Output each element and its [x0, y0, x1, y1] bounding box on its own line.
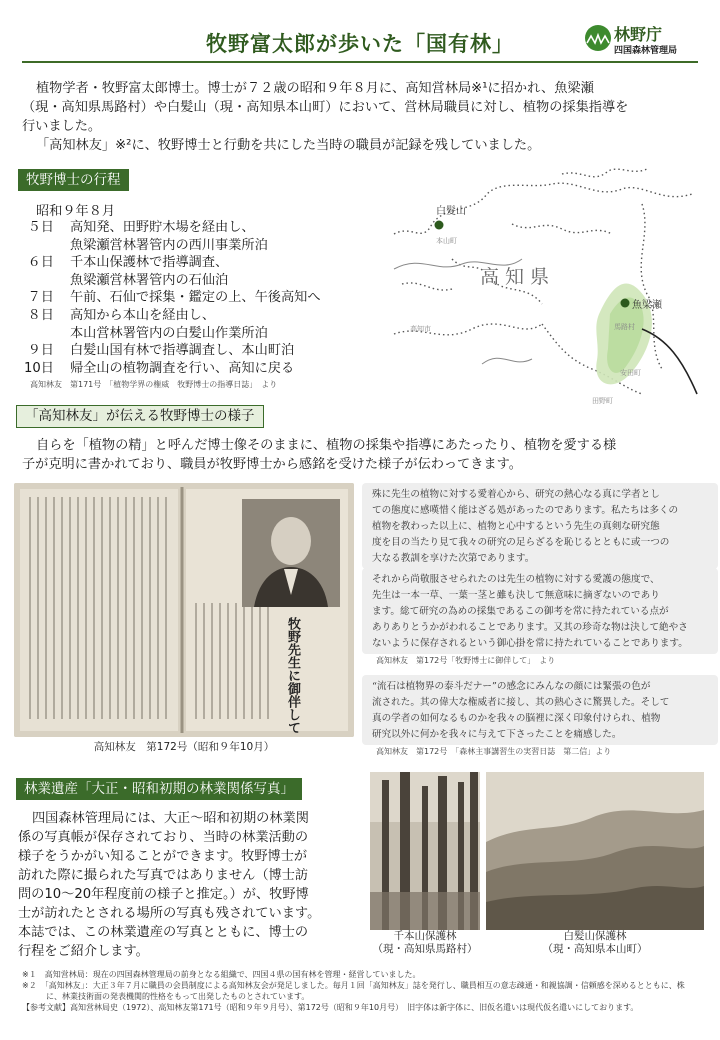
- quote-line: 先生は一本一草、一葉一茎と雖も決して無意味に摘ぎないのであり: [372, 590, 660, 601]
- section2-line: 自らを「植物の精」と呼んだ博士像そのままに、植物の採集や指導にあたったり、植物を愛する様: [36, 438, 617, 453]
- itinerary-era: 昭和９年８月: [36, 204, 116, 219]
- intro-line: 「高知林友」※²に、牧野博士と行動を共にした当時の職員が記録を残していました。: [36, 138, 541, 153]
- quote-line: 研究以外に何かを我々に与えて下さったことを痛感した。: [372, 729, 622, 740]
- quote-line: “流石は植物界の泰斗だナー”の感念にみんなの顔には緊張の色が: [372, 681, 651, 692]
- intro-line: 植物学者・牧野富太郎博士。博士が７２歳の昭和９年８月に、高知営林局※¹に招かれ、魚梁瀬: [36, 81, 594, 96]
- caption-line: 白髪山保護林: [563, 930, 627, 942]
- itinerary-day: ９日: [27, 343, 54, 359]
- logo-subtitle: 四国森林管理局: [614, 46, 678, 56]
- title-divider: [22, 61, 698, 63]
- caption-line: （現・高知県馬路村）: [372, 943, 478, 955]
- itinerary-row: [14, 219, 374, 237]
- page-title: 牧野富太郎が歩いた「国有林」: [206, 32, 514, 56]
- references: 【参考文献】高知営林局史（1972）、高知林友第171号（昭和９年９月号）、第172号（昭和９年10月号） 旧字体は新字体に、旧仮名遣いは現代仮名遣いにしております。: [22, 1003, 639, 1012]
- map-place-yanase: 魚梁瀬: [632, 300, 662, 311]
- senbonyama-caption: [360, 930, 490, 956]
- itinerary-list: [14, 219, 374, 377]
- map-place-shiragayama: 白髪山: [436, 206, 466, 217]
- shiragayama-photo: [486, 772, 704, 930]
- section3-line: 本誌では、この林業遺産の写真とともに、博士の: [18, 925, 309, 940]
- itinerary-day: ８日: [27, 307, 54, 323]
- quote-line: 大なる教訓を享けた次第であります。: [372, 553, 535, 564]
- footnote-1: ※１ 高知営林局：現在の四国森林管理局の前身となる組織で、四国４県の国有林を管理・経営していました。: [22, 970, 421, 979]
- forestry-heritage-heading: 林業遺産「大正・昭和初期の林業関係写真」: [16, 778, 302, 800]
- itinerary-heading: 牧野博士の行程: [18, 169, 129, 191]
- section3-line: 問の10～20年程度前の様子と推定。）が、牧野博: [18, 887, 309, 902]
- map-town-label: 本山町: [436, 237, 457, 245]
- footnote-2-cont: に、林業技術面の発表機関的性格をもって出発したものとされています。: [46, 992, 310, 1001]
- quote-line: ないように保存されるという御心掛を常に持たれていることであります。: [372, 638, 688, 649]
- intro-line: （現・高知県馬路村）や白髪山（現・高知県本山町）において、営林局職員に対し、植物の採集指導を: [22, 100, 629, 115]
- quote-line: 殊に先生の植物に対する愛着心から、研究の熱心なる真に学者とし: [372, 489, 660, 500]
- section2-body: [22, 436, 616, 474]
- logo-mark-icon: [584, 24, 612, 52]
- intro-line: 行いました。: [22, 119, 102, 134]
- itinerary-day: ６日: [27, 255, 54, 271]
- logo-name: 林野庁: [614, 25, 663, 44]
- map-prefecture-label: 高知県: [480, 266, 556, 288]
- itinerary-row: [14, 360, 374, 378]
- magazine-article-title: 牧野先生に御伴して: [285, 617, 300, 734]
- quote-line: ての態度に感嘆惜く能はざる処があったのであります。私たちは多くの: [372, 505, 679, 516]
- senbonyama-photo: [370, 772, 480, 930]
- itinerary-text: 帰全山の植物調査を行い、高知に戻る: [70, 360, 295, 376]
- caption-line: （現・高知県本山町）: [542, 943, 648, 955]
- itinerary-row: [14, 342, 374, 360]
- quote-line: 度を目の当たり見て我々の研究の足らざるを恥じるとともに或一つの: [372, 537, 670, 548]
- section3-line: 四国森林管理局には、大正～昭和初期の林業関: [32, 811, 309, 826]
- map-town-label: 安田町: [620, 369, 641, 377]
- quote-box: [362, 675, 718, 745]
- itinerary-row: [14, 289, 374, 307]
- itinerary-text: 魚梁瀬営林署管内の西川事業所泊: [70, 237, 268, 253]
- map-town-label: 馬路村: [614, 323, 635, 331]
- itinerary-day: ５日: [27, 220, 54, 235]
- quote-source: 高知林友 第172号 「森林主事講習生の実習日誌 第二信」より: [376, 747, 612, 756]
- itinerary-text: 本山営林署管内の白髪山作業所泊: [70, 325, 268, 341]
- intro-text: [22, 79, 702, 155]
- quote-line: 流された。其の偉大な権威者に接し、其の熱心さに驚異した。そして: [372, 697, 670, 708]
- itinerary-row: [14, 307, 374, 325]
- footnote-2: ※２ 「高知林友」：大正３年７月に職員の会員制度による高知林友会が発足しました。毎月１回「高知林友」誌を発行し、職員相互の意志疎通・和親協調・信頼感を深めるとともに、株: [22, 981, 685, 990]
- section3-line: 士が訪れたとされる場所の写真も残されています。: [18, 906, 321, 921]
- footnotes: [22, 969, 712, 1013]
- quote-line: 真の学者の如何なるものかを我々の脳裡に深く印象付けられ、植物: [372, 713, 661, 724]
- magazine-caption: 高知林友 第172号（昭和９年10月）: [93, 741, 275, 753]
- itinerary-day: ７日: [27, 290, 54, 306]
- kochi-map: [392, 164, 702, 410]
- quote-line: ありありとうかがわれることであります。又其の珍奇な物は決して絶やさ: [372, 622, 688, 633]
- itinerary-text: 午前、石仙で採集・鑑定の上、午後高知へ: [70, 290, 321, 306]
- map-town-label: 田野町: [592, 397, 613, 405]
- shiragayama-caption: [520, 930, 670, 956]
- forest-photo-icon: [370, 772, 480, 930]
- itinerary-text: 白髪山国有林で指導調査し、本山町泊: [70, 343, 295, 359]
- section2-line: 子が克明に書かれており、職員が牧野博士から感銘を受けた様子が伝わってきます。: [22, 457, 522, 472]
- caption-line: 千本山保護林: [393, 930, 457, 942]
- itinerary-row: [14, 325, 374, 343]
- itinerary-row: [14, 272, 374, 290]
- magazine-spread-icon: [14, 483, 354, 737]
- map-town-label: 高知市: [410, 325, 431, 333]
- section3-line: 係の写真帳が保存されており、当時の林業活動の: [18, 830, 309, 845]
- itinerary-day: 10日: [24, 360, 54, 376]
- kochi-rinyu-heading: 「高知林友」が伝える牧野博士の様子: [16, 405, 264, 428]
- quote-line: 植物を教わった以上に、植物と心中するという先生の真剣な研究態: [372, 521, 660, 532]
- magazine-photo: [14, 483, 354, 737]
- quote-box: [362, 568, 718, 654]
- itinerary-row: [14, 237, 374, 255]
- section3-line: 様子をうかがい知ることができます。牧野博士が: [18, 849, 308, 864]
- mountain-photo-icon: [486, 772, 704, 930]
- itinerary-text: 高知から本山を経由し、: [70, 307, 216, 323]
- section3-body: [18, 809, 320, 961]
- section3-line: 訪れた際に撮られた写真ではありません（博士訪: [18, 868, 309, 883]
- itinerary-row: [14, 254, 374, 272]
- itinerary-text: 千本山保護林で指導調査、: [70, 255, 229, 271]
- quote-line: それから尚敬服させられたのは先生の植物に対する愛護の態度で、: [372, 574, 660, 585]
- section3-line: 行程をご紹介します。: [18, 944, 149, 959]
- itinerary-source: 高知林友 第171号 「植物学界の権威 牧野博士の指導日誌」 より: [30, 380, 278, 389]
- quote-box: [362, 483, 718, 569]
- quote-line: ます。総て研究の為めの採集であるこの御考を常に持たれている点が: [372, 606, 669, 617]
- itinerary-text: 魚梁瀬営林署管内の石仙泊: [70, 272, 229, 288]
- itinerary-text: 高知発、田野貯木場を経由し、: [70, 220, 255, 235]
- forestry-agency-logo: [584, 22, 704, 58]
- quote-source: 高知林友 第172号「牧野博士に御伴して」 より: [376, 656, 556, 665]
